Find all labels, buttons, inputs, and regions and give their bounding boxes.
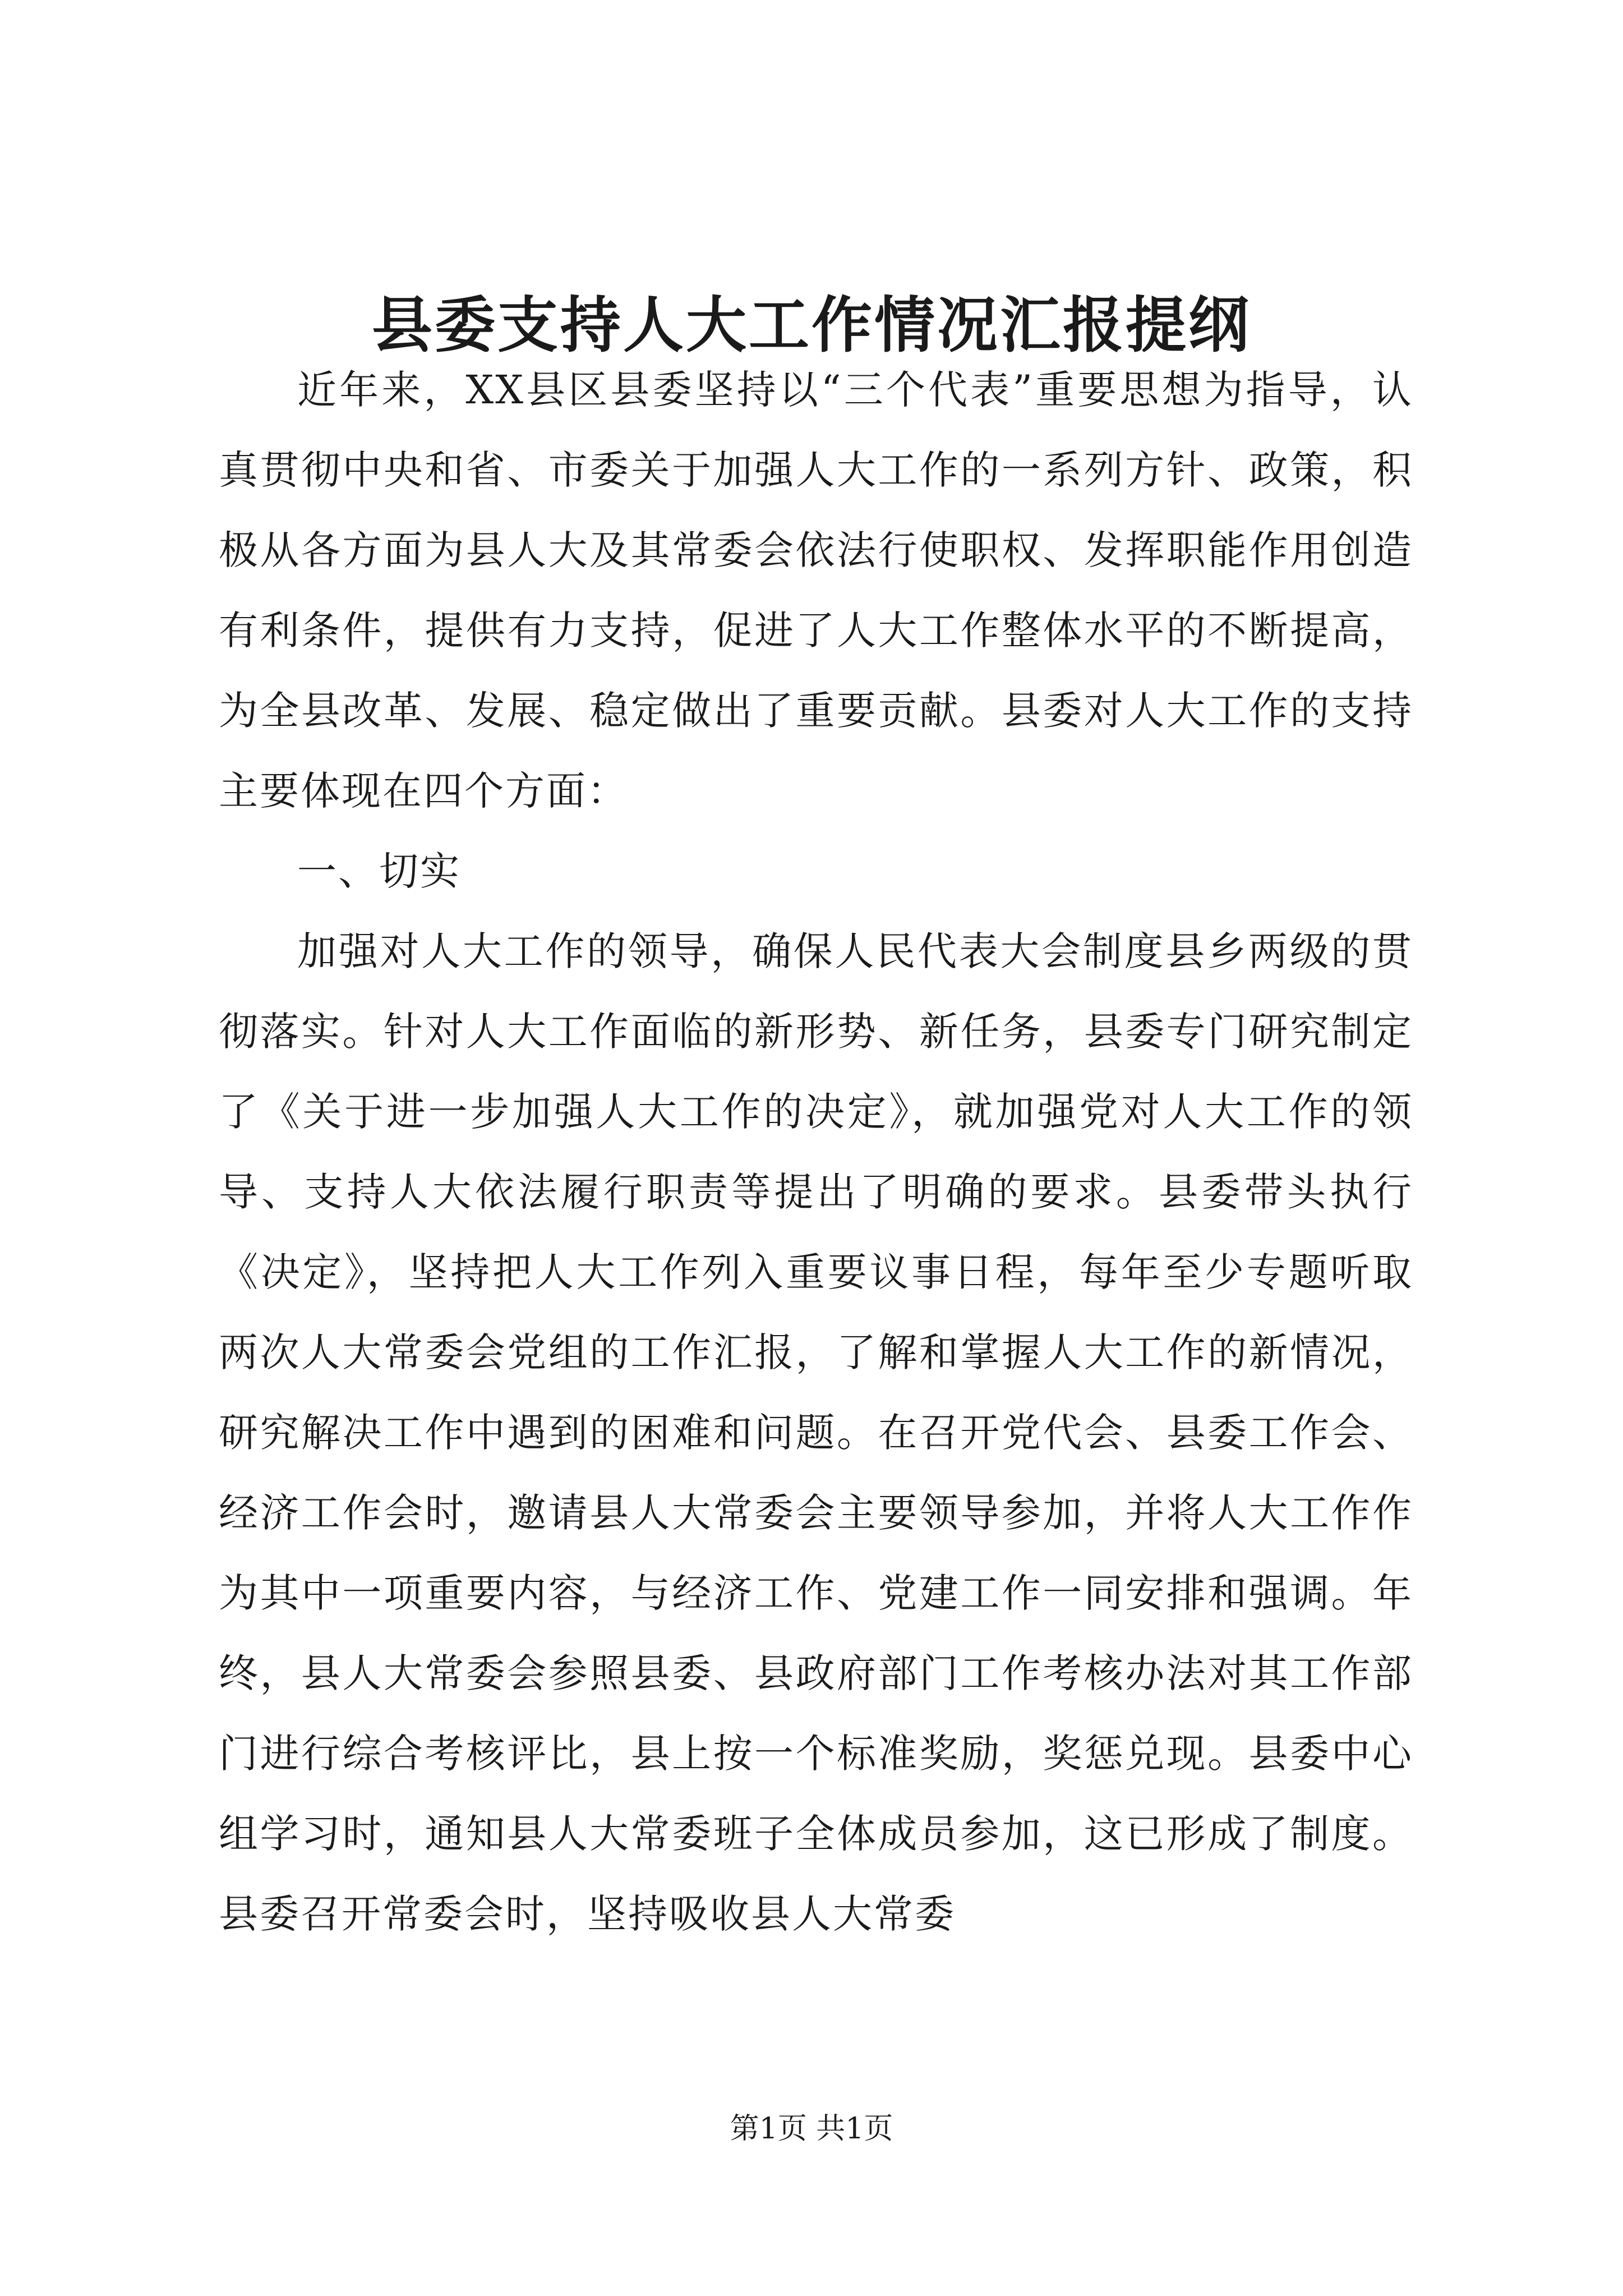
paragraph-intro: 近年来，XX县区县委坚持以“三个代表”重要思想为指导，认真贯彻中央和省、市委关于加强人大工作的一系列方针、政策，积极从各方面为县人大及其常委会依法行使职权、发挥职能作用创造有利条件，提供有力支持，促进了人大工作整体水平的不断提高，为全县改革、发展、稳定做出了重要贡献。县委对人大工作的支持主要体现在四个方面： — [219, 367, 1413, 814]
paragraph-section-1: 加强对人大工作的领导，确保人民代表大会制度县乡两级的贯彻落实。针对人大工作面临的新形势、新任务，县委专门研究制定了《关于进一步加强人大工作的决定》，就加强党对人大工作的领导、支持人大依法履行职责等提出了明确的要求。县委带头执行《决定》，坚持把人大工作列入重要议事日程，每年至少专题听取两次人大常委会党组的工作汇报，了解和掌握人大工作的新情况，研究解决工作中遇到的困难和问题。在召开党代会、县委工作会、经济工作会时，邀请县人大常委会主要领导参加，并将人大工作作为其中一项重要内容，与经济工作、党建工作一同安排和强调。年终，县人大常委会参照县委、县政府部门工作考核办法对其工作部门进行综合考核评比，县上按一个标准奖励，奖惩兑现。县委中心组学习时，通知县人大常委班子全体成员参加，这已形成了制度。县委召开常委会时，坚持吸收县人大常委 — [219, 928, 1413, 1937]
document-title: 县委支持人大工作情况汇报提纲 — [371, 290, 1251, 361]
page-footer: 第1页 共1页 — [730, 2112, 893, 2146]
section-heading-1: 一、切实 — [297, 848, 461, 894]
document-body — [219, 350, 1413, 1954]
